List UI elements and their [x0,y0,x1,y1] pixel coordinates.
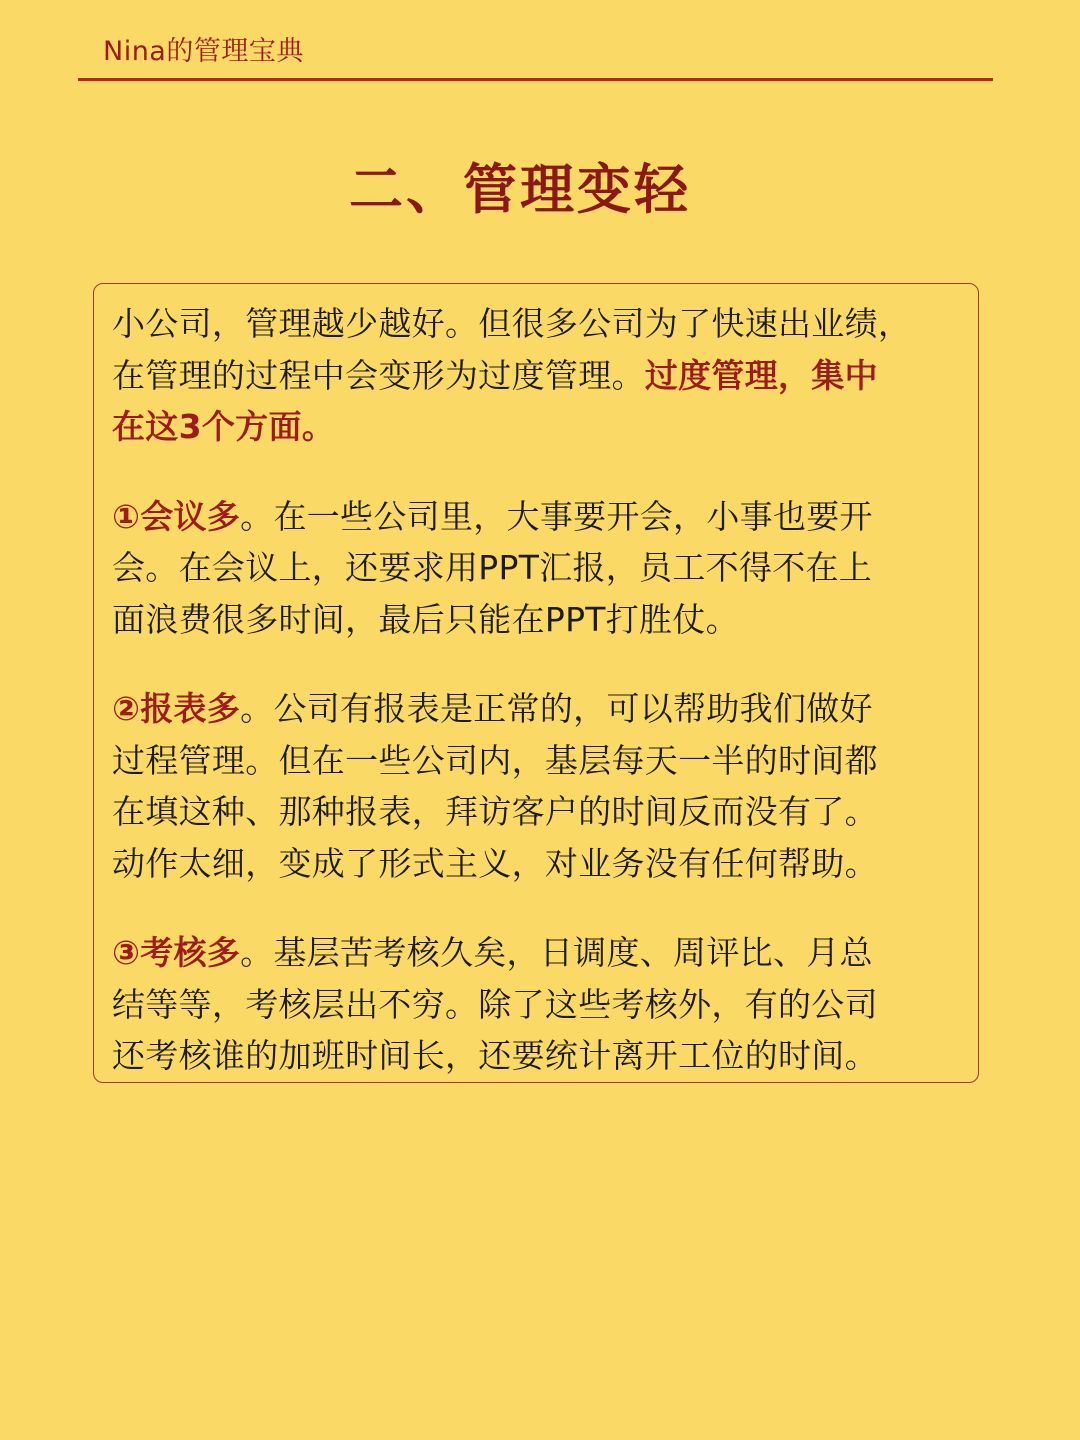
point-3-paragraph [112,927,962,1082]
point-2-line-1 [112,683,962,735]
header [78,30,993,81]
point-1-label: ①会议多 [112,496,241,536]
point-2-label: ②报表多 [112,689,241,728]
point-3-line-1-text: 。基层苦考核久矣，日调度、周评比、月总 [240,933,873,972]
point-3-line-2: 结等等，考核层出不穷。除了这些考核外，有的公司 [112,984,878,1024]
point-1-line-2: 会。在会议上，还要求用PPT汇报，员工不得不在上 [112,548,873,587]
intro-line-3-highlight: 在这3个方面。 [112,407,336,446]
point-2-line-2: 过程管理。但在一些公司内，基层每天一半的时间都 [112,740,878,780]
intro-line-2-text: 在管理的过程中会变形为过度管理。 [112,355,645,395]
point-3-line-3: 还考核谁的加班时间长，还要统计离开工位的时间。 [112,1036,878,1075]
intro-paragraph [112,298,962,453]
point-1-line-3: 面浪费很多时间，最后只能在PPT打胜仗。 [112,599,739,639]
intro-highlight: 过度管理，集中 [644,355,878,395]
point-3-line-1 [112,927,962,979]
point-1-line-1 [112,491,962,543]
point-2-line-3: 在填这种、那种报表，拜访客户的时间反而没有了。 [112,792,878,831]
point-3-label: ③考核多 [112,933,241,972]
header-divider [78,78,993,81]
intro-line-2 [112,350,962,402]
brand-name: Nina的管理宝典 [103,36,304,67]
point-2-paragraph [112,683,962,889]
content-card [93,283,979,1083]
intro-line-1: 小公司，管理越少越好。但很多公司为了快速出业绩， [112,304,912,343]
page-title: 二、管理变轻 [349,158,691,221]
point-2-line-1-text: 。公司有报表是正常的，可以帮助我们做好 [240,689,873,728]
point-2-line-4: 动作太细，变成了形式主义，对业务没有任何帮助。 [112,843,878,883]
point-1-paragraph [112,491,962,646]
point-1-line-1-text: 。在一些公司里，大事要开会，小事也要开 [240,496,873,536]
